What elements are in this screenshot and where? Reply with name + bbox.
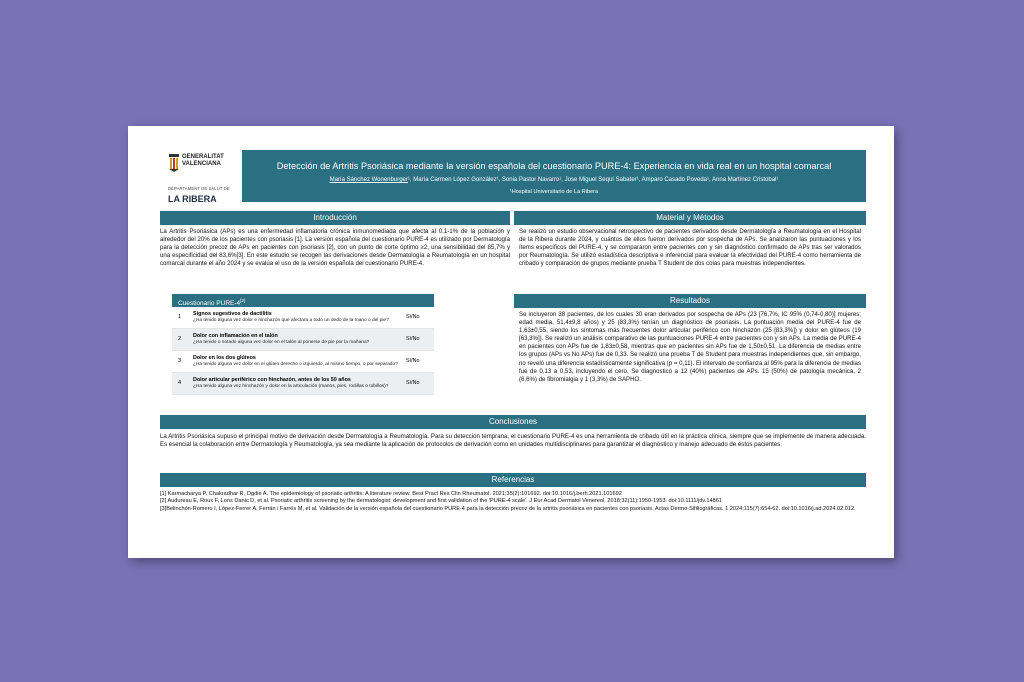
crest-icon: [168, 154, 180, 172]
author-list: [242, 177, 866, 183]
department-label: DEPARTAMENT DE SALUT DE: [168, 186, 230, 191]
questionnaire-row: 4 Dolor articular periférico con hinchazón, antes de los 50 años ¿Ha tenido alguna vez hinchazón y dolor en la articulación (manos, pies, rodillas o tobillos)? Sí/No: [172, 373, 434, 395]
first-author-link[interactable]: María Sánchez Wonenburger: [329, 177, 408, 183]
questionnaire-heading: Cuestionario PURE-4[2]: [172, 294, 434, 307]
questionnaire-table: [172, 294, 434, 399]
methods-text: Se realizó un estudio observacional retrospectivo de pacientes derivados desde Dermatología a Reumatología en el Hospital de la Ribera durante 2024, y cuántos de ellos fueron derivados por sospecha de APs. Se analizaron las puntuaciones y los ítems específicos del PURE-4, y se compararon entre pacientes con y sin diagnóstico confirmado de APs tras ser valorados por Reumatología. Se utilizó estadística descriptiva e inferencial para evaluar la efectividad del PURE-4 como herramienta de cribado y comparación de grupos mediante prueba T Student de dos colas para muestras independientes.: [519, 228, 861, 268]
references-heading: Referencias: [160, 473, 866, 487]
questionnaire-row: 2 Dolor con inflamación en el talón ¿Ha tenido o notado alguna vez dolor en el talón al ponerse de pie por la mañana? Sí/No: [172, 329, 434, 351]
methods-heading: Material y Métodos: [514, 211, 866, 225]
results-text: Se incluyeron 38 pacientes, de los cuales 30 eran derivados por sospecha de APs (23 [76,7%, IC 95% (0,74-0,80)] mujeres; edad media, 51,4±9,8 años) y 25 (83,3%) tenían un diagnóstico de psoriasis. La puntuación media del PURE-4 fue de 1,63±0,55, siendo los síntomas más frecuentes dolor articular periférico con hinchazón (25 [83,3%]) y dolor en glúteos (19 [63,3%]). Se realizó un análisis comparativo de las puntuaciones PURE-4 entre pacientes con y sin APs. La media de PURE-4 en pacientes con APs fue de 1,83±0,58, mientras que en pacientes sin APs fue de 1,50±0,51. La diferencia de medias entre los grupos (APs vs No APs) fue de 0,33. Se realizó una prueba T de Student para muestras independientes que, sin embargo, no reveló una diferencia estadísticamente significativa (p = 0,11). El intervalo de confianza al 95% para la diferencia de medias fue de 0,13 a 0,53, incluyendo el cero. Se diagnosticó a 12 (40%) pacientes de APs. 15 (50%) de patología mecánica, 2 (6,6%) de fibromialgia y 1 (3,3%) de SAPHO.: [519, 311, 861, 383]
poster: [128, 126, 894, 558]
questionnaire-row: 3 Dolor en los dos glúteos ¿Ha tenido alguna vez dolor en el glúteo derecho o izquierdo, al mismo tiempo, o por separado? Sí/No: [172, 351, 434, 373]
questionnaire-row: 1 Signos sugestivos de dactilitis ¿Ha tenido alguna vez dolor e hinchazón que afectara a todo un dedo de la mano o del pie? Sí/No: [172, 307, 434, 329]
other-authors: ¹, María Carmen López González¹, Sonia Pastor Navarro¹, Jose Miguel Sequí Sabater¹, Amparo Casado Poveda¹, Anna Martínez Cristobal¹: [407, 177, 779, 183]
department-area: LA RIBERA: [168, 194, 217, 204]
conclusions-text: La Artritis Psoriásica supuso el principal motivo de derivación desde Dermatología a Reumatología. Para su detección temprana, el cuestionario PURE-4 es una herramienta de cribado útil en la práctica clínica, siempre que se implemente de manera adecuada. Es esencial la colaboración entre Dermatología y Reumatología, ya sea mediante la aplicación de protocolos de derivación como en unidades multidisciplinares para garantizar el diagnóstico y manejo adecuado de estos pacientes.: [160, 433, 866, 449]
references-list: [160, 491, 860, 513]
intro-text: La Artritis Psoriásica (APs) es una enfermedad inflamatoria crónica inmunomediada que afecta al 0,1-1% de la población y alrededor del 20% de los pacientes con psoriasis [1]. La versión española del cuestionario PURE-4 es utilizado por Dermatología para la detección precoz de APs en pacientes con psoriasis [2], con un punto de corte óptimo ≥2, una sensibilidad del 85,7% y una especificidad del 83,6%[3]. En este estudio se recogen las derivaciones desde Dermatología a Reumatología en un hospital comarcal durante el año 2024 y se evalúa el uso de la versión española del cuestionario PURE-4.: [160, 228, 510, 268]
poster-header: [242, 150, 866, 202]
intro-heading: Introducción: [160, 211, 510, 225]
conclusions-heading: Conclusiones: [160, 415, 866, 429]
results-heading: Resultados: [514, 294, 866, 308]
reference-item: [2] Audureau E, Roux F, Lons Danic D, et al. Psoriatic arthritis screening by the dermatologist: development and first validation of the 'PURE-4 scale'. J Eur Acad Dermatol Venereol. 2018;32(11):1950-1953. doi:10.1111/jdv.14861: [160, 498, 722, 505]
poster-title: Detección de Artritis Psoriásica mediante la versión española del cuestionario PURE-4: Experiencia en vida real en un hospital comarcal: [276, 161, 832, 171]
logo-text: GENERALITAT VALENCIANA: [182, 154, 224, 167]
reference-item: [3]Belinchón-Romero I, López-Ferrer A, Ferrán i Farrés M, et al. Validación de la versión española del cuestionario PURE-4 para la detección precoz de la artritis psoriásica en pacientes con psoriasis. Actas Dermo-Sifiliográficas. 1 2024;115(7):654-62. doi:10.1016/j.ad.2024.02.012.: [160, 505, 856, 512]
affiliation: ¹Hospital Universitario de La Ribera: [509, 189, 599, 195]
reference-item: [1] Karmacharya P, Chakradhar R, Ogdie A. The epidemiology of psoriatic arthritis: A literature review. Best Pract Res Clin Rheumatol. 2021;35(2):101692. doi:10.1016/j.berh.2021.101692: [160, 491, 622, 497]
